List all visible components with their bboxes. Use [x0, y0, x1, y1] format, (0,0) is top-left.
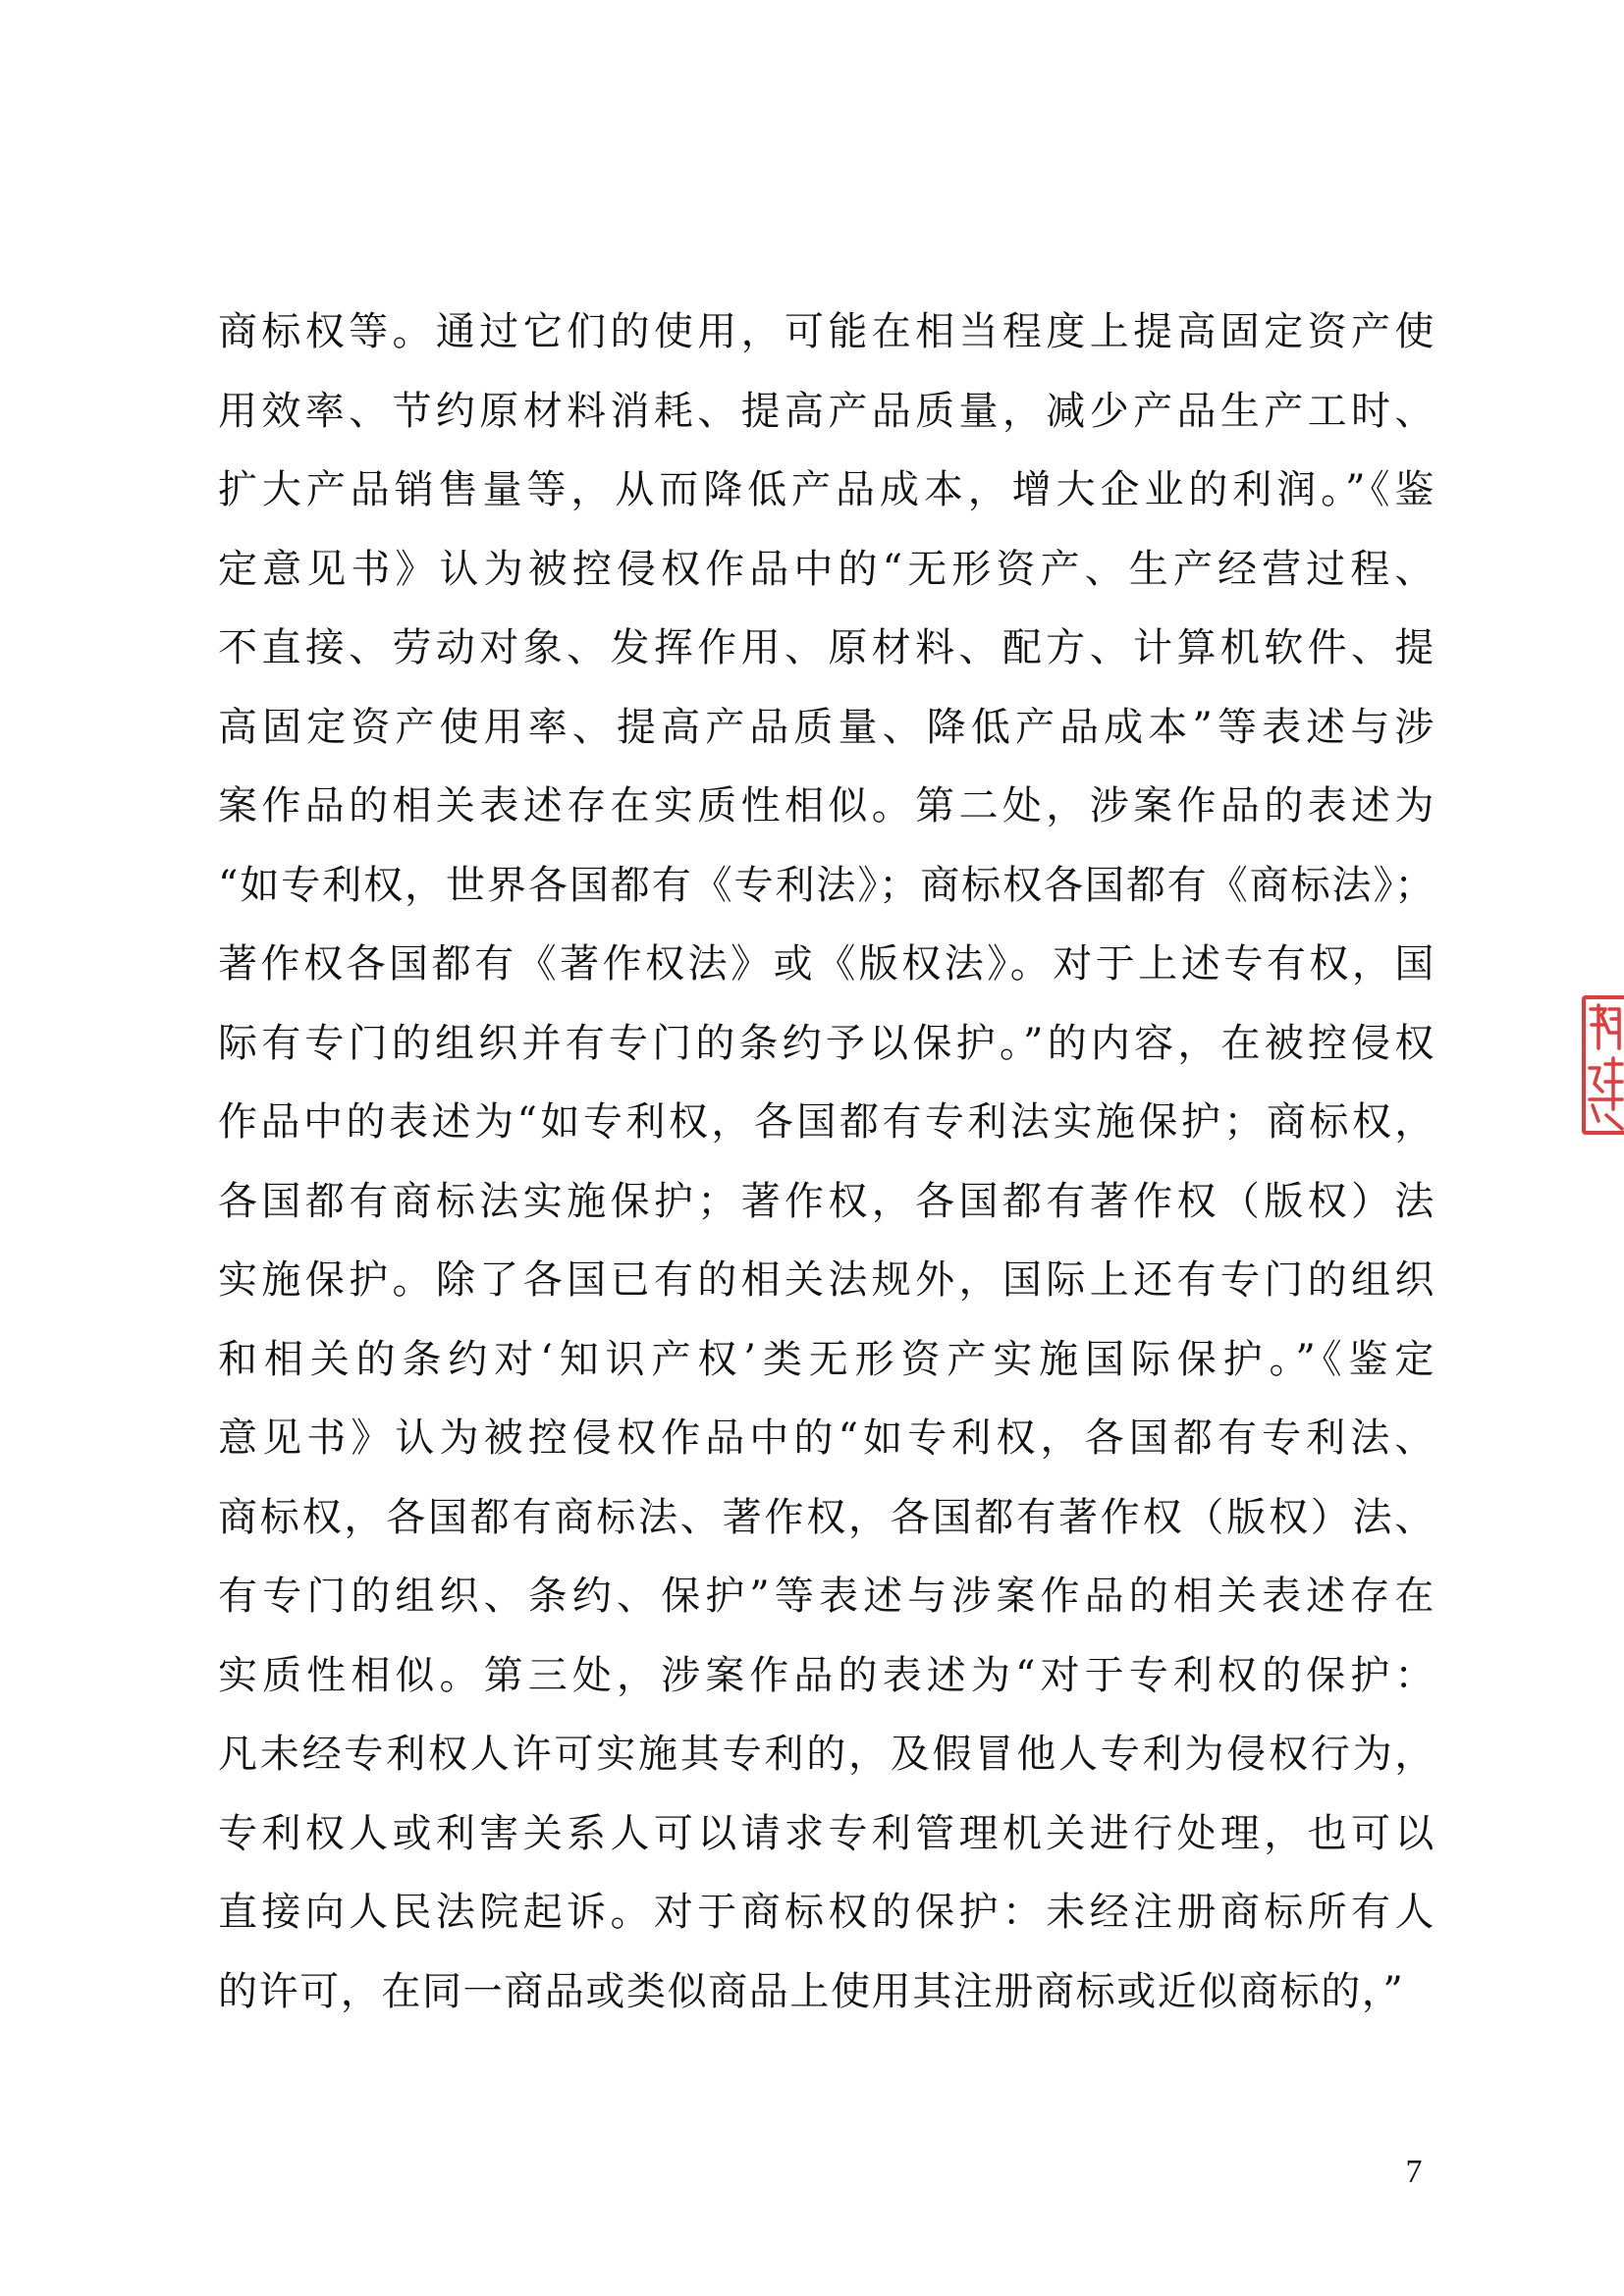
text-line: 专利权人或利害关系人可以请求专利管理机关进行处理，也可以: [218, 1810, 1435, 1856]
body-text: [218, 293, 1435, 2031]
text-line: 际有专门的组织并有专门的条约予以保护。”的内容，在被控侵权: [218, 1020, 1435, 1066]
text-line: 不直接、劳动对象、发挥作用、原材料、配方、计算机软件、提: [218, 625, 1435, 670]
text-line: 用效率、节约原材料消耗、提高产品质量，减少产品生产工时、: [218, 388, 1435, 434]
text-line: 案作品的相关表述存在实质性相似。第二处，涉案作品的表述为: [218, 783, 1435, 828]
text-line: 实施保护。除了各国已有的相关法规外，国际上还有专门的组织: [218, 1257, 1435, 1303]
text-line: 有专门的组织、条约、保护”等表述与涉案作品的相关表述存在: [218, 1574, 1435, 1619]
text-line: “如专利权，世界各国都有《专利法》；商标权各国都有《商标法》；: [218, 862, 1435, 908]
text-line: 直接向人民法院起诉。对于商标权的保护：未经注册商标所有人: [218, 1890, 1435, 1935]
text-line: 扩大产品销售量等，从而降低产品成本，增大企业的利润。”《鉴: [218, 467, 1435, 512]
text-line: 凡未经专利权人许可实施其专利的，及假冒他人专利为侵权行为，: [218, 1732, 1435, 1777]
text-line: 意见书》认为被控侵权作品中的“如专利权，各国都有专利法、: [218, 1415, 1435, 1461]
seal-stamp-graphic: [1582, 991, 1624, 1139]
text-line: 商标权等。通过它们的使用，可能在相当程度上提高固定资产使: [218, 309, 1435, 354]
seal-glyph-lower: [1590, 1058, 1622, 1129]
seal-glyph-upper: [1591, 1005, 1619, 1048]
seal-stamp: [1582, 991, 1624, 1139]
text-line: 商标权，各国都有商标法、著作权，各国都有著作权（版权）法、: [218, 1494, 1435, 1540]
text-line: 各国都有商标法实施保护；著作权，各国都有著作权（版权）法: [218, 1178, 1435, 1224]
text-line: 著作权各国都有《著作权法》或《版权法》。对于上述专有权，国: [218, 941, 1435, 987]
text-line: 和相关的条约对‘知识产权’类无形资产实施国际保护。”《鉴定: [218, 1336, 1435, 1382]
text-line: 高固定资产使用率、提高产品质量、降低产品成本”等表述与涉: [218, 704, 1435, 750]
text-line: 实质性相似。第三处，涉案作品的表述为“对于专利权的保护：: [218, 1652, 1435, 1698]
text-line: 作品中的表述为“如专利权，各国都有专利法实施保护；商标权，: [218, 1099, 1435, 1145]
text-line: 的许可，在同一商品或类似商品上使用其注册商标或近似商标的，”: [218, 1968, 1405, 2014]
text-line: 定意见书》认为被控侵权作品中的“无形资产、生产经营过程、: [218, 546, 1435, 592]
page-number: 7: [1405, 2154, 1423, 2190]
